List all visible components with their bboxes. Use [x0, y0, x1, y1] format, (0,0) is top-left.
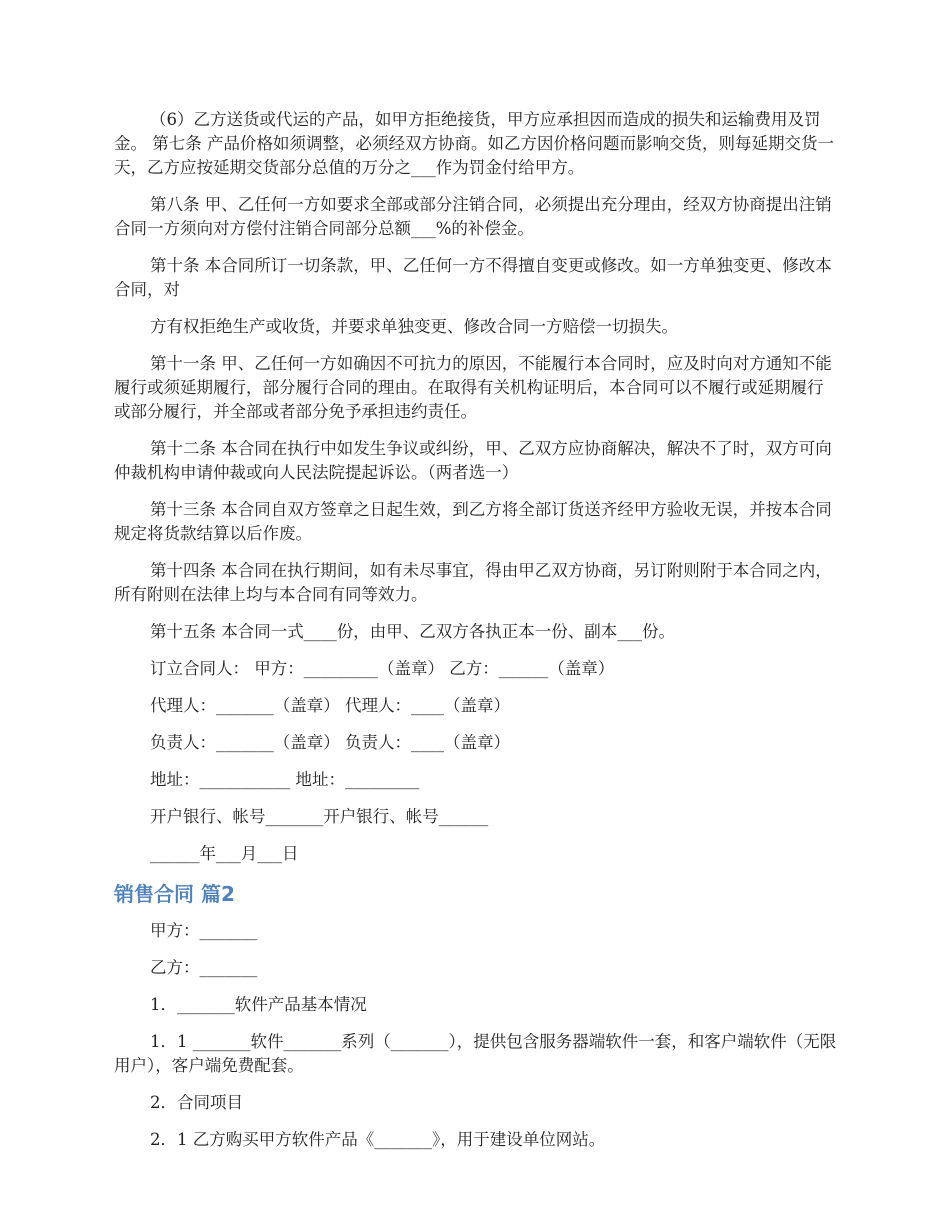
- responsible-person-line: 负责人：_______（盖章） 负责人：____（盖章）: [150, 733, 510, 752]
- clause-10-continued: 方有权拒绝生产或收货，并要求单独变更、修改合同一方赔偿一切损失。: [150, 317, 678, 336]
- item-2: 2．合同项目: [150, 1093, 243, 1112]
- agent-line: 代理人：_______（盖章） 代理人：____（盖章）: [150, 696, 510, 715]
- clause-14: 第十四条 本合同在执行期间，如有未尽事宜，得由甲乙双方协商，另订附则附于本合同之内，所有附则在法律上均与本合同有同等效力。: [114, 561, 832, 604]
- contract-section-1: [114, 108, 838, 866]
- contract-section-2: [114, 919, 838, 1152]
- clause-12: 第十二条 本合同在执行中如发生争议或纠纷，甲、乙双方应协商解决，解决不了时，双方可向仲裁机构申请仲裁或向人民法院提起诉讼。（两者选一）: [114, 439, 832, 482]
- section-heading: 销售合同 篇2: [114, 882, 235, 906]
- party-a-line: 甲方：_______: [150, 921, 258, 940]
- clause-11: 第十一条 甲、乙任何一方如确因不可抗力的原因，不能履行本合同时，应及时向对方通知不能履行或须延期履行，部分履行合同的理由。在取得有关机构证明后，本合同可以不履行或延期履行或部分履行，并全部或者部分免予承担违约责任。: [114, 354, 832, 421]
- clause-6-7: （6）乙方送货或代运的产品，如甲方拒绝接货，甲方应承担因而造成的损失和运输费用及罚金。 第七条 产品价格如须调整，必须经双方协商。如乙方因价格问题而影响交货，则每延期交货一天，乙方应按延期交货部分总值的万分之___作为罚金付给甲方。: [114, 110, 834, 177]
- clause-10: 第十条 本合同所订一切条款，甲、乙任何一方不得擅自变更或修改。如一方单独变更、修改本合同，对: [114, 256, 832, 299]
- party-b-line: 乙方：_______: [150, 958, 258, 977]
- date-line: ______年___月___日: [150, 844, 299, 863]
- item-1: 1．_______软件产品基本情况: [150, 995, 367, 1014]
- clause-13: 第十三条 本合同自双方签章之日起生效，到乙方将全部订货送齐经甲方验收无误，并按本合同规定将货款结算以后作废。: [114, 500, 832, 543]
- address-line: 地址：___________ 地址：_________: [150, 770, 420, 789]
- bank-account-line: 开户银行、帐号_______开户银行、帐号______: [150, 807, 489, 826]
- clause-15: 第十五条 本合同一式____份，由甲、乙双方各执正本一份、副本___份。: [150, 622, 675, 641]
- clause-8: 第八条 甲、乙任何一方如要求全部或部分注销合同，必须提出充分理由，经双方协商提出注销合同一方须向对方偿付注销合同部分总额___%的补偿金。: [114, 195, 832, 238]
- signatories-line: 订立合同人： 甲方：_________（盖章） 乙方：______（盖章）: [150, 659, 615, 678]
- item-2-1: 2．1 乙方购买甲方软件产品《_______》，用于建设单位网站。: [150, 1130, 606, 1149]
- item-1-1: 1．1 _______软件_______系列（_______），提供包含服务器端软件一套，和客户端软件（无限用户），客户端免费配套。: [114, 1032, 837, 1075]
